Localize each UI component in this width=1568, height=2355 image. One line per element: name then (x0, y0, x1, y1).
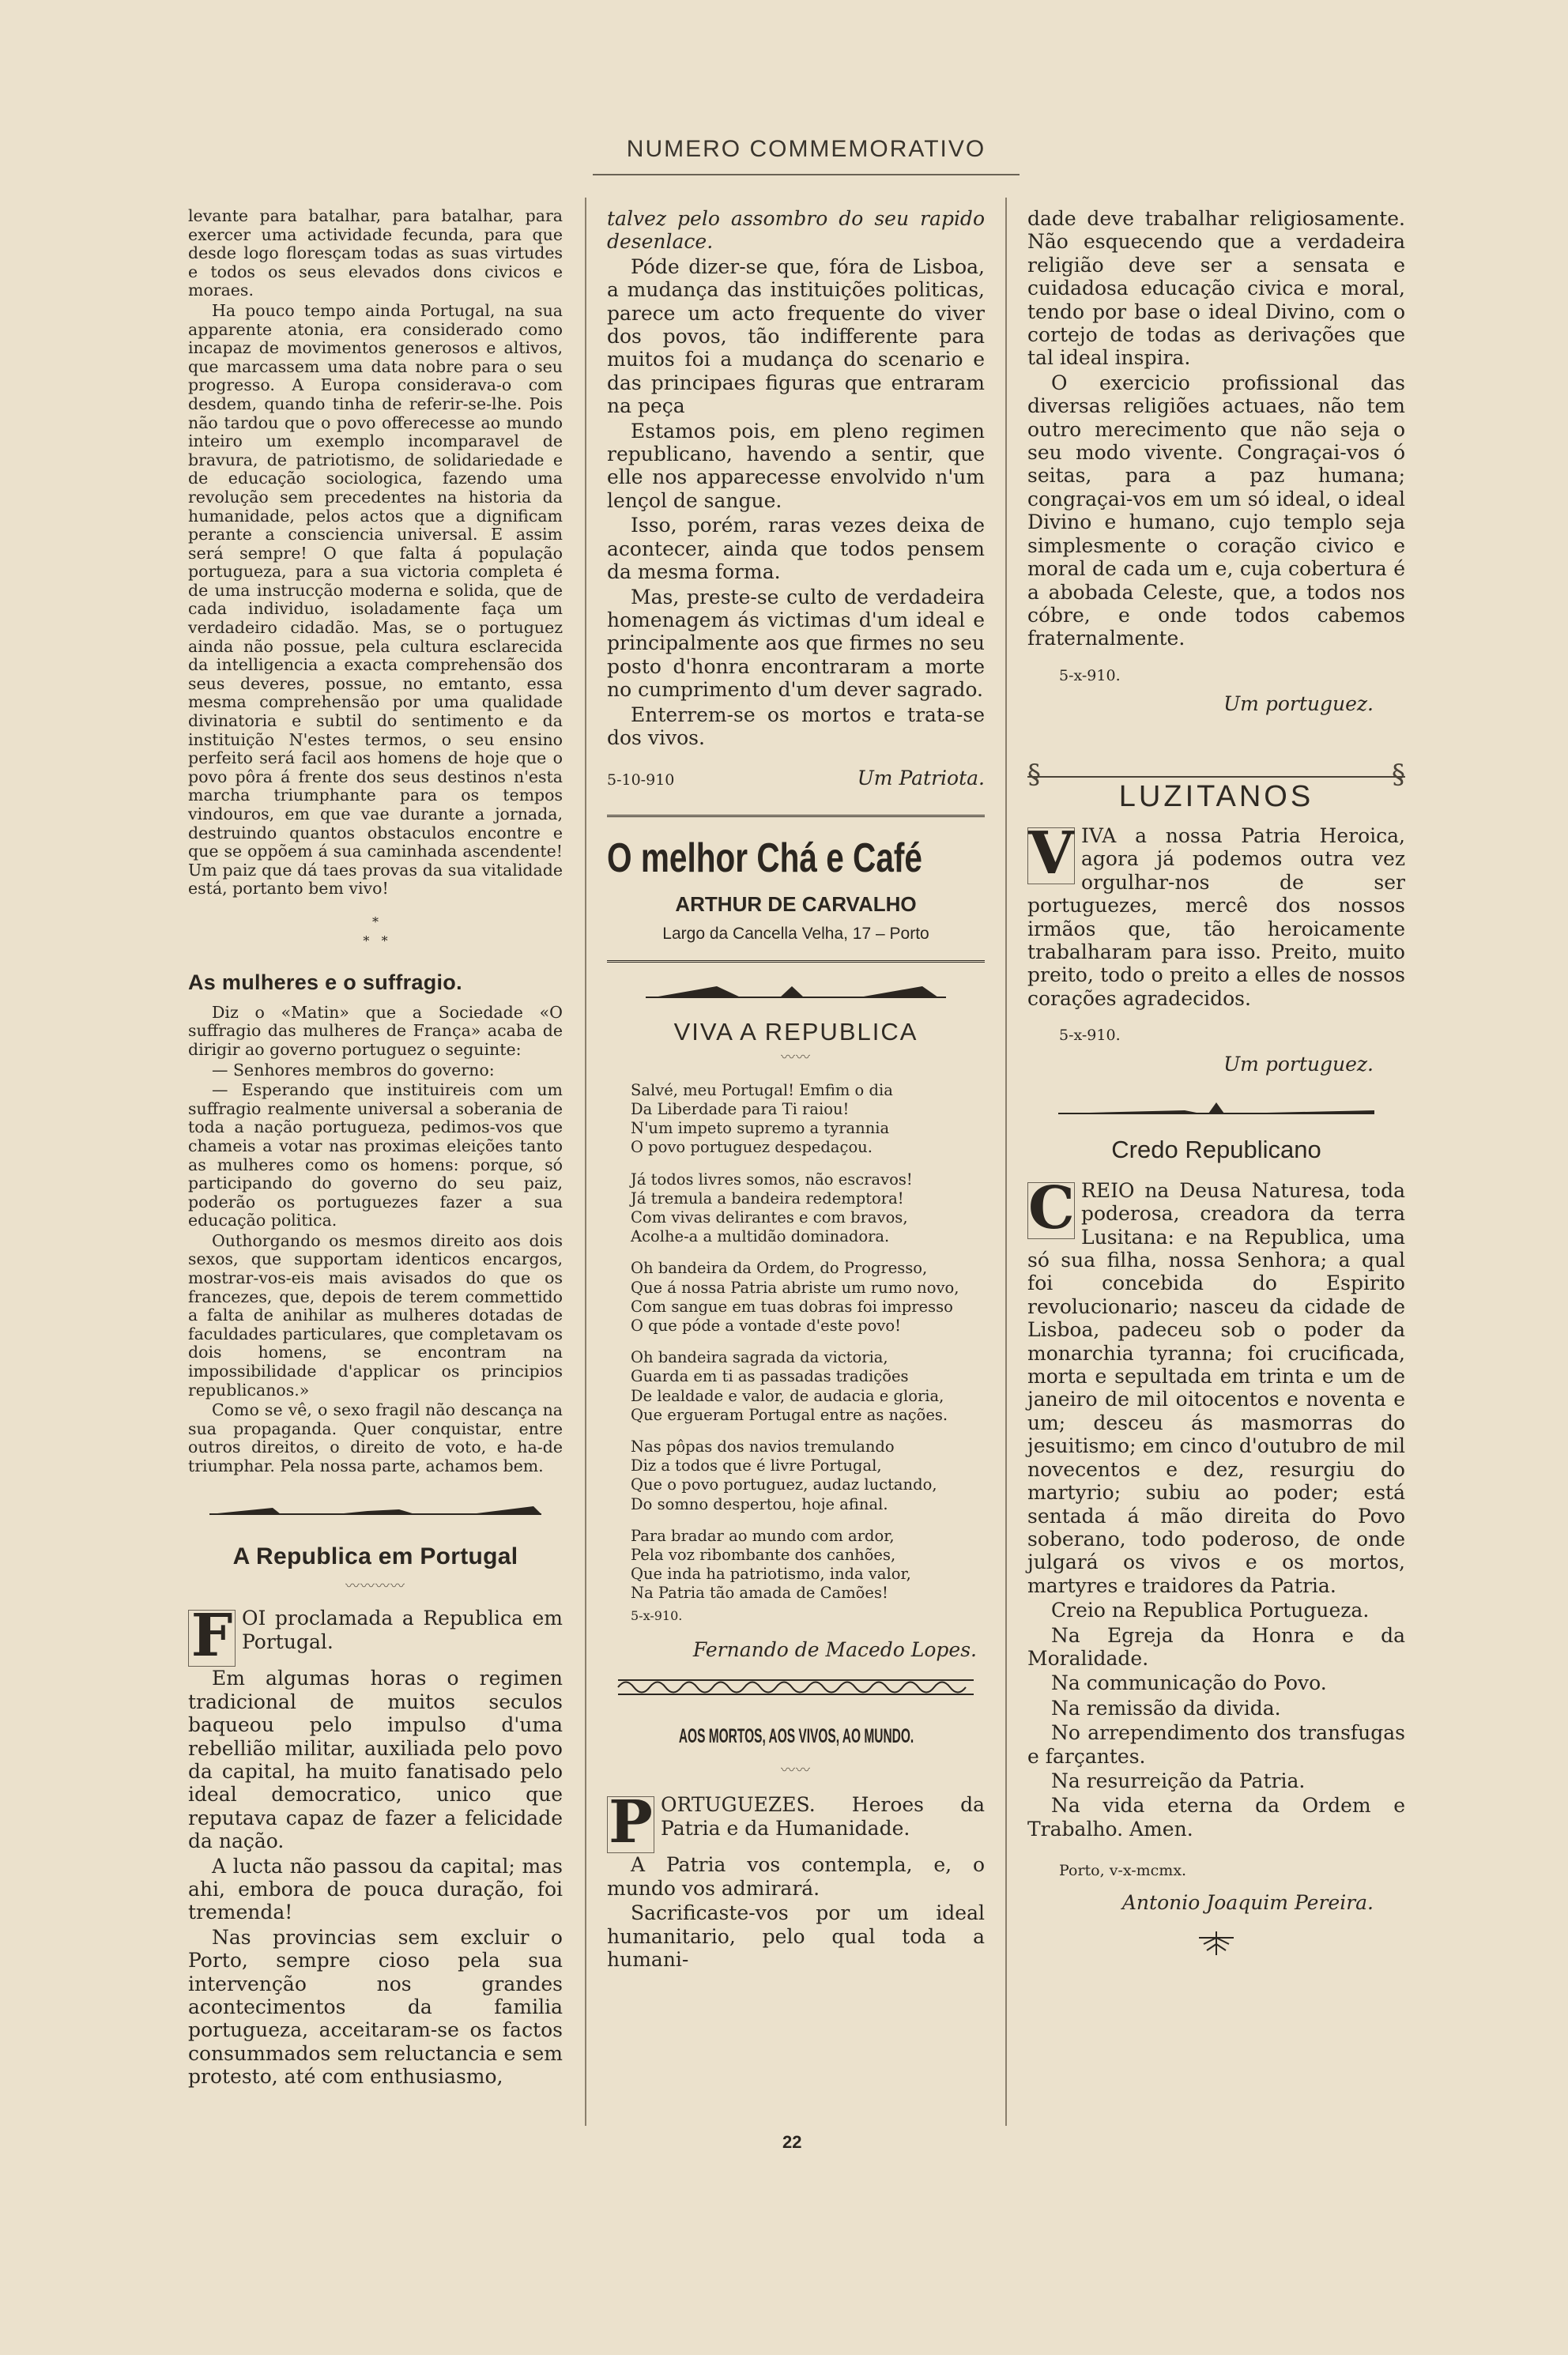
credo-line: Na communicação do Povo. (1051, 1671, 1327, 1695)
poem-title: VIVA A REPUBLICA (673, 1017, 918, 1046)
poem-line: Da Liberdade para Ti raiou! (631, 1099, 850, 1118)
credo-line: Na resurreição da Patria. (1051, 1769, 1306, 1792)
squiggle-ornament: 〰〰 (781, 1762, 811, 1780)
poem-line: De lealdade e valor, de audacia e gloria, (631, 1386, 944, 1405)
col2-paragraph: Isso, porém, raras vezes deixa de acontecer, ainda que todos pensem da mesma forma. (607, 514, 985, 584)
signature: Um Patriota. (857, 767, 985, 790)
column-divider-1 (585, 198, 586, 2126)
col1-paragraph: levante para batalhar, para batalhar, para exercer uma actividade fecunda, para que desde logo floresçam todas as suas virtudes e todos os seus elevados dons civicos e moraes. (188, 206, 563, 300)
republica-first-paragraph: OI proclamada a Republica em Portugal. (242, 1607, 563, 1653)
scroll-left-icon: § (1027, 759, 1041, 791)
mortos-paragraph: Sacrificaste-vos por um ideal humanitario, pelo qual toda a humani- (607, 1901, 985, 1972)
poem-line: Na Patria tão amada de Camões! (631, 1584, 888, 1603)
column-divider-2 (1005, 198, 1007, 2126)
divider-ornament-icon (1042, 1098, 1390, 1121)
poem-date: 5-x-910. (631, 1607, 683, 1623)
page-number: 22 (782, 2132, 802, 2152)
advertisement (607, 815, 985, 963)
poem-stanza (631, 1170, 985, 1247)
date: 5-x-910. (1059, 666, 1121, 684)
credo-first-paragraph: REIO na Deusa Naturesa, toda poderosa, creadora da terra Lusitana: e na Republica, uma só sua filha, nossa Senhora; a qual foi concebida do Espirito revolucionario; nasceu da cidade de Lisboa, padeceu sob o poder da monarchia tyranna; foi crucificada, morta e sepultada em trinta e um de janeiro de mil oitocentos e noventa e um; desceu ás masmorras do jesuitismo; em cinco d'outubro de mil novecentos e dez, resurgiu do martyrio; subiu ao poder; está sentada á mão direita do Povo soberano, todo poderoso, de onde julgará os vivos e os mortos, martyres e traidores da Patria. (1027, 1178, 1405, 1597)
end-ornament (1027, 1930, 1405, 1962)
credo-line: No arrependimento dos transfugas e farçantes. (1027, 1721, 1405, 1768)
end-ornament-icon (1193, 1930, 1240, 1957)
poem-line: Para bradar ao mundo com ardor, (631, 1526, 895, 1545)
date: 5-x-910. (1059, 1027, 1121, 1045)
asterism-ornament: * * * (363, 914, 388, 948)
ad-merchant-name: ARTHUR DE CARVALHO (675, 891, 917, 916)
col1-paragraph: Ha pouco tempo ainda Portugal, na sua apparente atonia, era considerado como incapaz de movimentos generosos e altivos, que marcassem uma data nobre para o seu progresso. A Europa considerava-o com desdem, quando tinha de referir-se-lhe. Pois não tardou que o povo offerecesse ao mundo inteiro um exemplo incomparavel de bravura, de patriotismo, de solidariedade e de educação sociologica, fazendo uma revolução sem precedentes na historia da humanidade, pelos actos que a dignificam perante a consciencia universal. E assim será sempre! O que falta á população portugueza, para a sua victoria completa é de uma instrucção moderna e solida, que de cada individuo, isoladamente faça um verdadeiro cidadão. Mas, se o portuguez ainda não possue, pela cultura esclarecida da intelligencia a exacta comprehensão dos seus deveres, possue, no emtanto, essa mesma comprehensão por uma qualidade divinatoria e subtil do sentimento e da instituição N'estes termos, o seu ensino perfeito será facil aos homens de hoje que o povo pôra á frente dos seus destinos n'esta marcha triumphante para os tempos vindouros, em que vae durante a jornada, destruindo quantos obstaculos encontre e que se oppõem á sua caminhada ascendente! Um paiz que dá taes provas da sua vitalidade está, portanto bem vivo! (188, 300, 563, 899)
mortos-first-paragraph: ORTUGUEZES. Heroes da Patria e da Humanidade. (661, 1793, 985, 1840)
col2-paragraph: Mas, preste-se culto de verdadeira homenagem ás victimas d'um ideal e principalmente aos que firmes no seu posto d'honra encontraram a morte no cumprimento d'um dever sagrado. (607, 585, 985, 702)
poem-line: Que á nossa Patria abriste um rumo novo, (631, 1278, 959, 1297)
poem-line: Acolhe-a a multidão dominadora. (631, 1227, 890, 1246)
poem (631, 1081, 985, 1626)
poem-line: Já todos livres somos, não escravos! (631, 1170, 913, 1189)
col3-paragraph: dade deve trabalhar religiosamente. Não esquecendo que a verdadeira religião deve ser a sensata e cuidadosa educação civica e moral, tendo por base o ideal Divino, com o cortejo de todas as derivações que tal ideal inspira. (1027, 207, 1405, 370)
col1-mulheres-paragraph: Outhorgando os mesmos direito aos dois sexos, que supportam identicos encargos, mostrar-vos-eis mais avisados do que os francezes, que, depois de terem commettido a falta de anihilar as mulheres dotadas de faculdades particulares, que completavam os dois homens, se encontram na impossibilidade d'applicar os principios republicanos.» (188, 1230, 563, 1400)
republica-paragraph: A lucta não passou da capital; mas ahi, embora de pouca duração, foi tremenda! (188, 1854, 563, 1924)
poem-stanza (631, 1081, 985, 1158)
luzitanos-article (1027, 819, 1405, 1010)
poem-line: Diz a todos que é livre Portugal, (631, 1456, 882, 1475)
border-ornament-icon (614, 1677, 978, 1697)
credo-line: Creio na Republica Portugueza. (1051, 1599, 1370, 1622)
section-title-mulheres: As mulheres e o suffragio. (188, 970, 462, 995)
poem-line: Oh bandeira da Ordem, do Progresso, (631, 1259, 928, 1278)
credo-article (1027, 1174, 1405, 1841)
luzitanos-paragraph: IVA a nossa Patria Heroica, agora já podemos outra vez orgulhar-nos de ser portuguezes, mercê dos nossos irmãos que, tão heroicamente trabalharam para isso. Preito, muito preito, todo o preito a elles de nossos corações agradecidos. (1027, 823, 1405, 1010)
poem-line: Oh bandeira sagrada da victoria, (631, 1348, 888, 1367)
poem-line: Do somno despertou, hoje afinal. (631, 1494, 888, 1513)
poem-line: Pela voz ribombante dos canhões, (631, 1546, 896, 1565)
poem-line: Salvé, meu Portugal! Emfim o dia (631, 1080, 893, 1099)
decorative-border (607, 1677, 985, 1704)
divider-ornament-icon (202, 1500, 549, 1520)
column-2 (607, 207, 985, 1973)
poem-line: Que inda ha patriotismo, inda valor, (631, 1565, 911, 1584)
col2-paragraph: Póde dizer-se que, fóra de Lisboa, a mudança das instituições politicas, parece um acto frequente do viver dos povos, tão indifferente para muitos foi a mudança do scenario e das principaes figuras que entraram na peça (607, 254, 985, 418)
scroll-ornament (1027, 744, 1405, 791)
header-rule (593, 174, 1020, 175)
date: Porto, v-x-mcmx. (1059, 1862, 1187, 1880)
signature: Antonio Joaquim Pereira. (1121, 1890, 1374, 1914)
section-title-luzitanos: LUZITANOS (1118, 779, 1314, 813)
ad-title: O melhor Chá e Café (607, 835, 922, 881)
ad-address: Largo da Cancella Velha, 17 – Porto (662, 925, 929, 944)
poem-line: Guarda em ti as passadas tradições (631, 1367, 909, 1386)
poem-line: Com sangue em tuas dobras foi impresso (631, 1297, 953, 1316)
dropcap-C: C (1028, 1174, 1075, 1242)
republica-article (188, 1602, 563, 2089)
col1-mulheres-paragraph: Como se vê, o sexo fragil não descança na sua propaganda. Quer conquistar, entre outros direitos, o direito de voto, e ha-de triumphar. Pela nossa parte, achamos bem. (188, 1400, 563, 1475)
poem-line: Que ergueram Portugal entre as nações. (631, 1405, 948, 1424)
poem-line: O que póde a vontade d'este povo! (631, 1317, 902, 1336)
squiggle-ornament: 〰〰 (781, 1049, 811, 1067)
col1-mulheres-paragraph: — Esperando que instituireis com um suffragio realmente universal a soberania de toda a nação portugueza, pedimos-vos que chameis a votar nas proximas eleições tanto as mulheres como os homens: porque, só participando do governo do seu paiz, poderão os portuguezes fazer a sua educação politica. (188, 1080, 563, 1230)
decorative-divider (1027, 1098, 1405, 1127)
poem-stanza (631, 1437, 985, 1514)
col2-paragraph: Enterrem-se os mortos e trata-se dos vivos. (607, 703, 985, 749)
decorative-divider (188, 1500, 563, 1524)
scroll-right-icon: § (1392, 759, 1405, 791)
poem-stanza (631, 1348, 985, 1425)
republica-paragraph: Em algumas horas o regimen tradicional de muitos seculos baqueou pelo impulso d'uma rebellião militar, auxiliada pelo povo da capital, ha muito fanatisado pelo ideal democratico, unico que reputava capaz de fazer a felicidade da nação. (188, 1667, 563, 1853)
section-title-credo: Credo Republicano (1111, 1136, 1321, 1164)
poem-line: Com vivas delirantes e com bravos, (631, 1208, 908, 1226)
poem-line: Nas pôpas dos navios tremulando (631, 1437, 895, 1456)
poem-line: N'um impeto supremo a tyrannia (631, 1119, 890, 1138)
squiggle-ornament: 〰〰〰〰 (345, 1577, 405, 1595)
republica-paragraph: Nas provincias sem excluir o Porto, sempre cioso pela sua intervenção nos grandes acontecimentos da familia portugueza, acceitaram-se os factos consummados sem reluctancia e sem protesto, até com enthusiasmo, (188, 1925, 563, 2089)
credo-line: Na remissão da divida. (1051, 1696, 1281, 1720)
column-1 (188, 207, 563, 2090)
section-title-mortos: AOS MORTOS, AOS VIVOS, AO MUNDO. (678, 1724, 914, 1747)
mortos-article (607, 1788, 985, 1972)
section-title-republica: A Republica em Portugal (232, 1543, 518, 1570)
col2-intro: talvez pelo assombro do seu rapido desenlace. (607, 207, 985, 254)
decorative-divider (607, 980, 985, 1009)
poem-stanza (631, 1527, 985, 1603)
date: 5-10-910 (607, 771, 675, 789)
dropcap-P: P (607, 1796, 654, 1853)
column-3 (1027, 207, 1405, 1973)
dropcap-F: F (188, 1610, 236, 1667)
poem-line: Já tremula a bandeira redemptora! (631, 1189, 904, 1208)
divider-ornament-icon (622, 980, 970, 1004)
poem-line: Que o povo portuguez, audaz luctando, (631, 1475, 937, 1494)
page-header: NUMERO COMMEMORATIVO (626, 136, 986, 162)
col1-mulheres-paragraph: Diz o «Matin» que a Sociedade «O suffragio das mulheres de França» acaba de dirigir ao governo portuguez o seguinte: (188, 1002, 563, 1059)
poem-signature: Fernando de Macedo Lopes. (692, 1637, 977, 1661)
signature-row (607, 767, 985, 792)
col2-paragraph: Estamos pois, em pleno regimen republicano, havendo a sentir, que elle nos apparecesse envolvido n'um lençol de sangue. (607, 419, 985, 512)
col3-paragraph: O exercicio profissional das diversas religiões actuaes, não tem outro merecimento que não seja o seu modo vivente. Congraçai-vos ó seitas, para a paz humana; congraçai-vos em um só ideal, o ideal Divino e humano, cujo templo seja simplesmente o coração civico e moral de cada um e, cuja cobertura é a abobada Celeste, que, a todos nos cóbre, e onde todos cabemos fraternalmente. (1027, 371, 1405, 650)
signature: Um portuguez. (1223, 692, 1374, 716)
poem-line: O povo portuguez despedaçou. (631, 1138, 873, 1157)
credo-line: Na Egreja da Honra e da Moralidade. (1027, 1623, 1405, 1670)
dropcap-V: V (1028, 819, 1074, 887)
signature: Um portuguez. (1223, 1052, 1374, 1076)
poem-stanza (631, 1259, 985, 1336)
mortos-paragraph: A Patria vos contempla, e, o mundo vos admirará. (607, 1853, 985, 1900)
col1-mulheres-paragraph: — Senhores membros do governo: (212, 1060, 495, 1080)
credo-line: Na vida eterna da Ordem e Trabalho. Amen. (1027, 1794, 1405, 1841)
